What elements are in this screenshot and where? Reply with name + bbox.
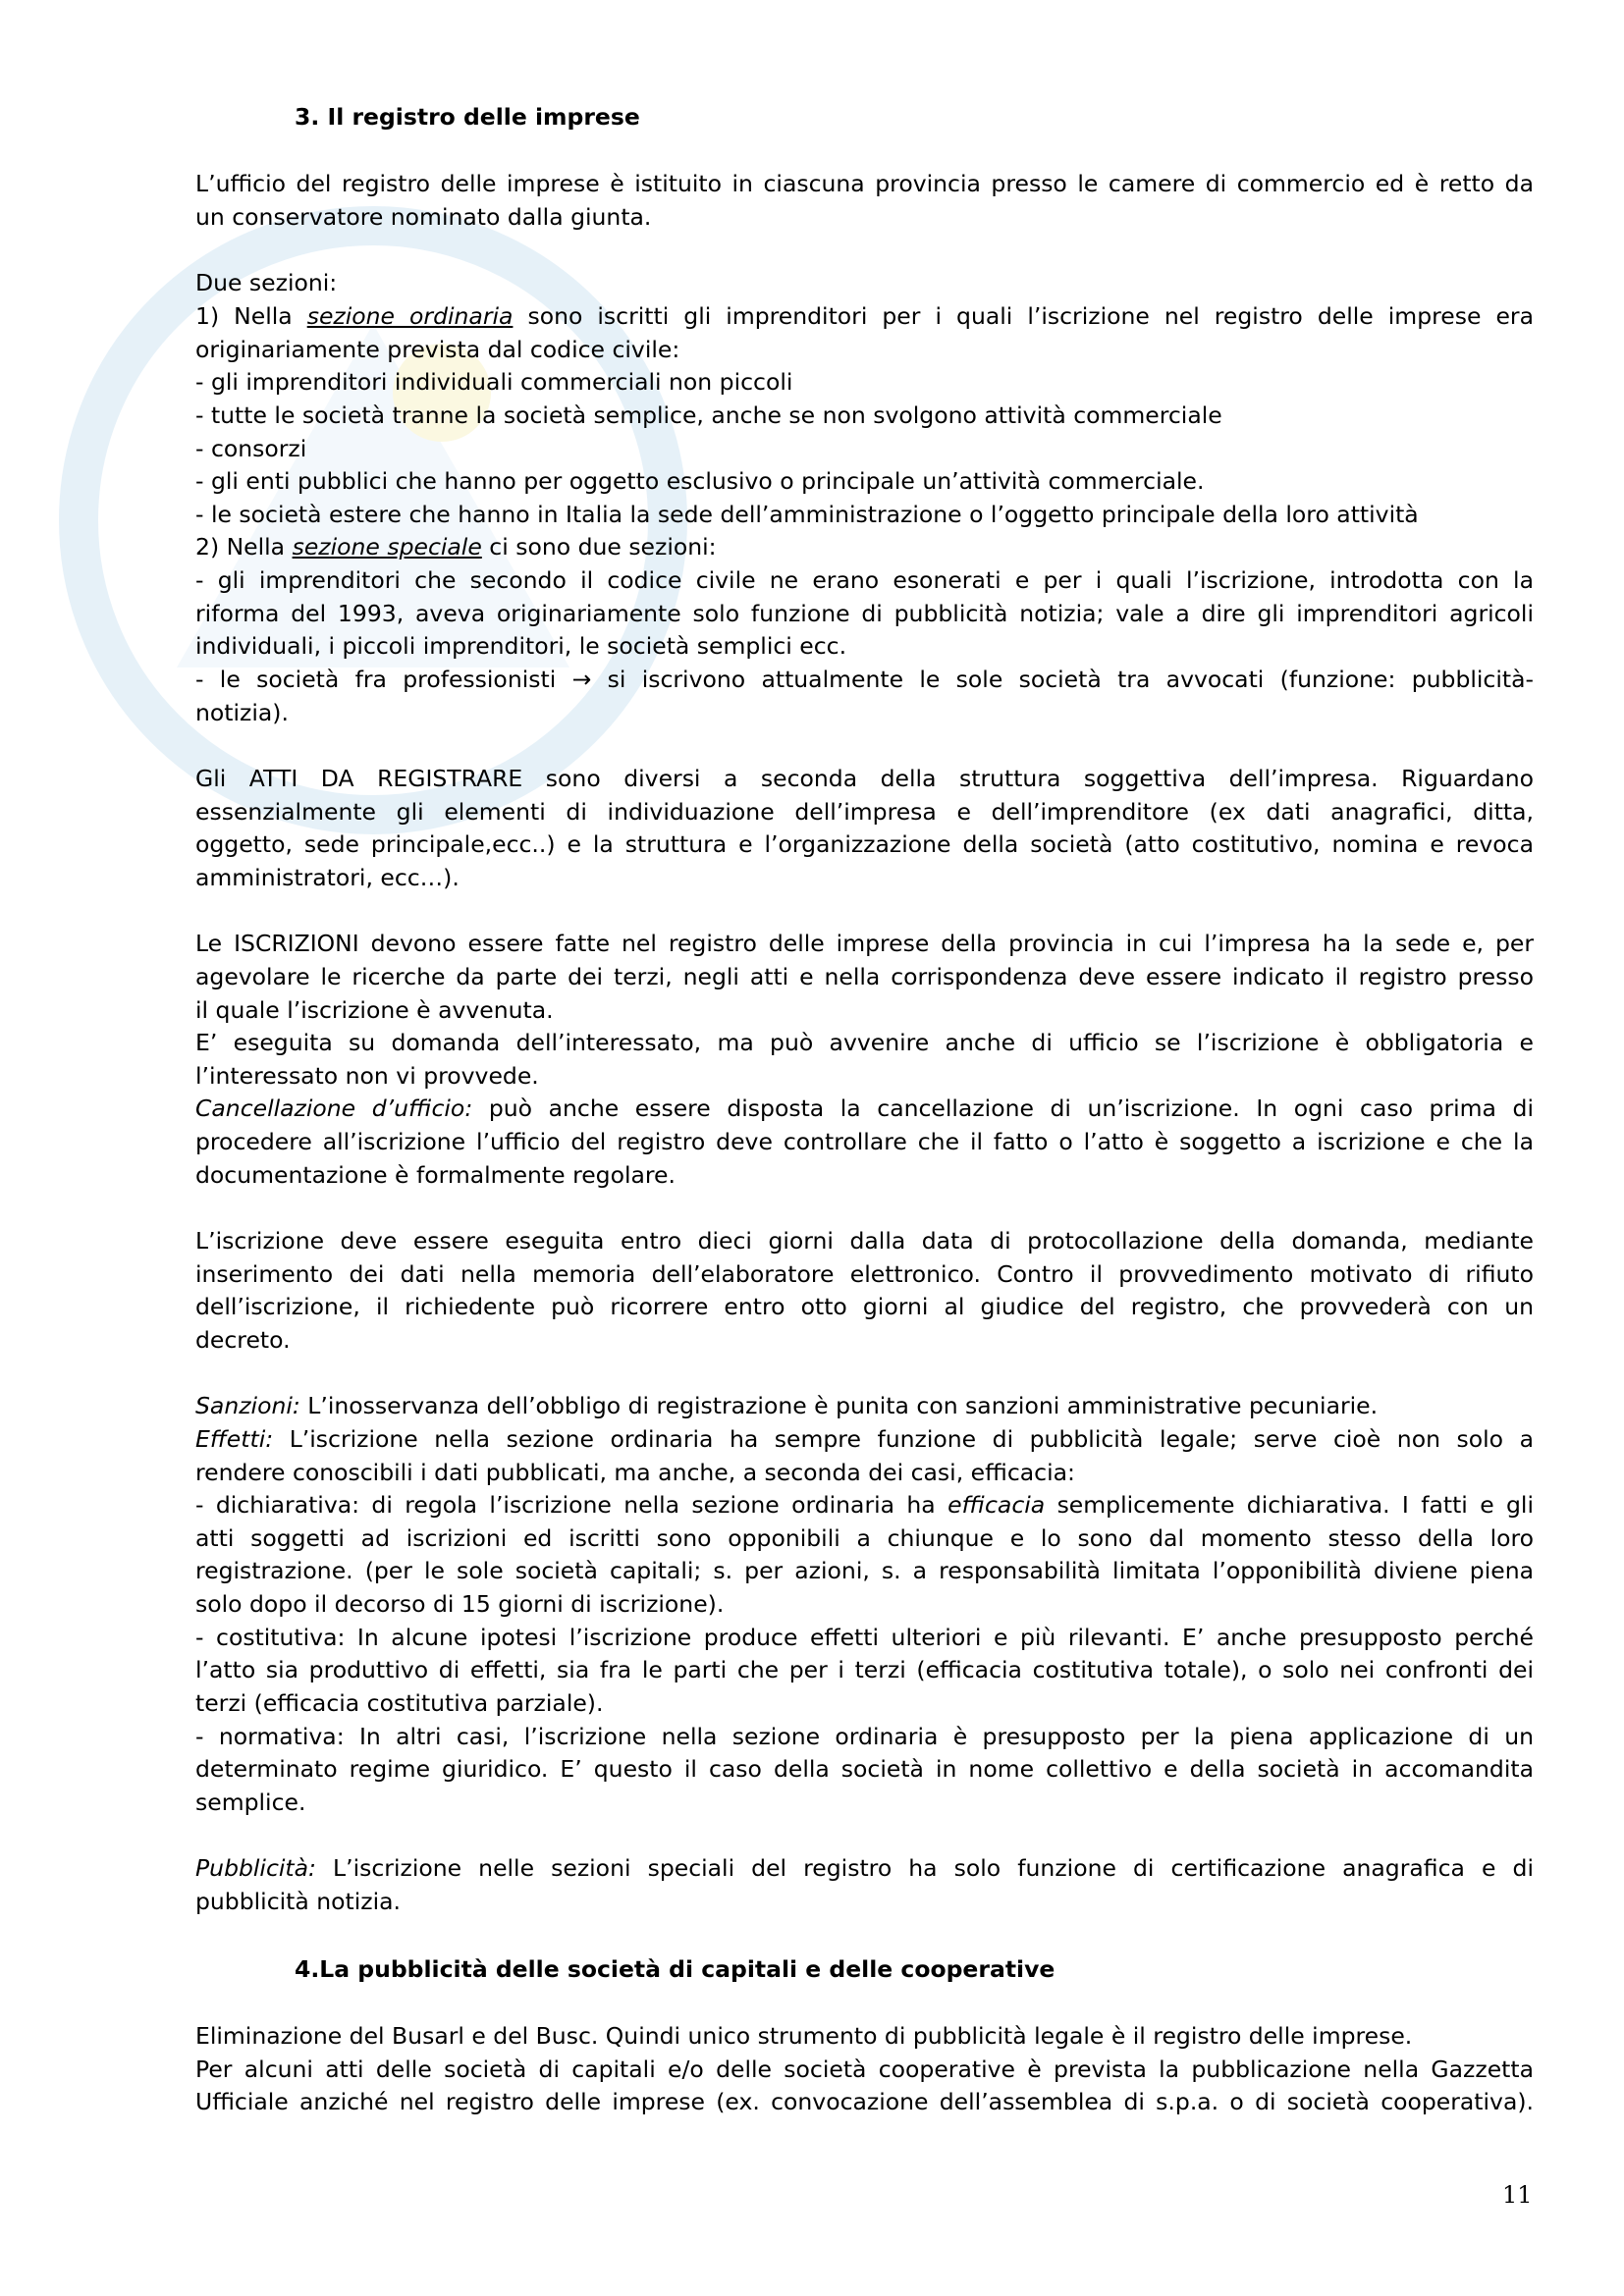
sanzioni-label: Sanzioni: xyxy=(195,1392,300,1419)
paragraph-line: agevolare le ricerche da parte dei terzi, negli atti e nella corrispondenza deve essere indicato il registro presso xyxy=(195,963,1534,990)
sezione-speciale-term: sezione speciale xyxy=(292,533,482,561)
paragraph-line: Eliminazione del Busarl e del Busc. Quindi unico strumento di pubblicità legale è il registro delle imprese. xyxy=(195,2022,1413,2050)
text-run: L’iscrizione nelle sezioni speciali del registro ha solo funzione di certificazione anagrafica e di xyxy=(333,1854,1534,1882)
page-number: 11 xyxy=(1502,2181,1533,2209)
paragraph-line: Le ISCRIZIONI devono essere fatte nel registro delle imprese della provincia in cui l’impresa ha la sede e, per xyxy=(195,930,1534,957)
cancellazione-label: Cancellazione d’ufficio: xyxy=(195,1095,473,1122)
paragraph-line: - normativa: In altri casi, l’iscrizione nella sezione ordinaria è presupposto per la piena applicazione di un xyxy=(195,1723,1534,1750)
paragraph-line: originariamente prevista dal codice civile: xyxy=(195,336,680,363)
pubblicita-label: Pubblicità: xyxy=(195,1854,316,1882)
list-item: - gli enti pubblici che hanno per oggetto esclusivo o principale un’attività commerciale. xyxy=(195,467,1205,495)
text-run: 2) Nella xyxy=(195,533,286,561)
arrow-icon: → xyxy=(571,666,592,693)
sezione-ordinaria-term: sezione ordinaria xyxy=(306,302,514,330)
paragraph-line: amministratori, ecc…). xyxy=(195,864,460,891)
paragraph-line: Ufficiale anziché nel registro delle imprese (ex. convocazione dell’assemblea di s.p.a. o di società cooperativa). xyxy=(195,2088,1534,2115)
sezioni-intro: Due sezioni: xyxy=(195,269,338,296)
paragraph-line: terzi (efficacia costitutiva parziale). xyxy=(195,1689,604,1717)
paragraph-line: atti soggetti ad iscrizioni ed iscritti sono opponibili a chiunque e lo sono dal momento stesso della loro xyxy=(195,1524,1534,1552)
cancellazione-line xyxy=(195,1093,1534,1126)
text-run: - dichiarativa: di regola l’iscrizione nella sezione ordinaria ha xyxy=(195,1491,936,1519)
paragraph-line: dell’iscrizione, il richiedente può ricorrere entro otto giorni al giudice del registro, che provvederà con un xyxy=(195,1293,1534,1320)
paragraph-line: documentazione è formalmente regolare. xyxy=(195,1161,676,1189)
paragraph-line: Gli ATTI DA REGISTRARE sono diversi a seconda della struttura soggettiva dell’impresa. Riguardano xyxy=(195,765,1534,792)
list-item: - gli imprenditori individuali commerciali non piccoli xyxy=(195,368,793,396)
paragraph-line: determinato regime giuridico. E’ questo il caso della società in nome collettivo e della società in accomandita xyxy=(195,1755,1534,1783)
section-3-title: 3. Il registro delle imprese xyxy=(295,103,640,131)
paragraph-line: registrazione. (per le sole società capitali; s. per azioni, s. a responsabilità limitata l’opponibilità diviene piena xyxy=(195,1557,1534,1584)
text-run: può anche essere disposta la cancellazione di un’iscrizione. In ogni caso prima di xyxy=(488,1095,1534,1122)
paragraph-line: il quale l’iscrizione è avvenuta. xyxy=(195,996,554,1024)
text-run: L’inosservanza dell’obbligo di registrazione è punita con sanzioni amministrative pecuniarie. xyxy=(307,1392,1379,1419)
text-run: L’iscrizione nella sezione ordinaria ha sempre funzione di pubblicità legale; serve cioè non solo a xyxy=(289,1425,1534,1453)
paragraph-line: L’ufficio del registro delle imprese è istituito in ciascuna provincia presso le camere di commercio ed è retto da xyxy=(195,170,1534,197)
section-4-title: 4.La pubblicità delle società di capitali e delle cooperative xyxy=(295,1955,1056,1983)
paragraph-line: l’atto sia produttivo di effetti, sia fra le parti che per i terzi (efficacia costitutiva totale), o solo nei confronti dei xyxy=(195,1656,1534,1683)
effetti-label: Effetti: xyxy=(195,1425,274,1453)
text-run: 1) Nella xyxy=(195,302,293,330)
list-item: - tutte le società tranne la società semplice, anche se non svolgono attività commerciale xyxy=(195,401,1222,429)
list-item: - consorzi xyxy=(195,435,307,462)
sanzioni-line xyxy=(195,1390,1534,1423)
paragraph-line: l’interessato non vi provvede. xyxy=(195,1062,539,1090)
paragraph-line: individuali, i piccoli imprenditori, le società semplici ecc. xyxy=(195,632,847,660)
paragraph-line: riforma del 1993, aveva originariamente solo funzione di pubblicità notizia; vale a dire gli imprenditori agricoli xyxy=(195,600,1534,627)
paragraph-line: Per alcuni atti delle società di capitali e/o delle società cooperative è prevista la pubblicazione nella Gazzetta xyxy=(195,2056,1534,2083)
paragraph-line: pubblicità notizia. xyxy=(195,1888,401,1915)
text-run: semplicemente dichiarativa. I fatti e gli xyxy=(1056,1491,1534,1519)
paragraph-line: notizia). xyxy=(195,699,289,726)
sezione-speciale-line xyxy=(195,531,1534,564)
paragraph-line: oggetto, sede principale,ecc..) e la struttura e l’organizzazione della società (atto costitutivo, nomina e revoca xyxy=(195,830,1534,858)
paragraph-line: E’ eseguita su domanda dell’interessato, ma può avvenire anche di ufficio se l’iscrizione è obbligatoria e xyxy=(195,1029,1534,1056)
paragraph-line: - gli imprenditori che secondo il codice civile ne erano esonerati e per i quali l’iscrizione, introdotta con la xyxy=(195,566,1534,594)
sezione-ordinaria-line xyxy=(195,300,1534,334)
paragraph-line: procedere all’iscrizione l’ufficio del registro deve controllare che il fatto o l’atto è soggetto a iscrizione e che la xyxy=(195,1128,1534,1155)
paragraph-line: un conservatore nominato dalla giunta. xyxy=(195,203,652,231)
paragraph-line: essenzialmente gli elementi di individuazione dell’impresa e dell’imprenditore (ex dati anagrafici, ditta, xyxy=(195,798,1534,826)
paragraph-line: decreto. xyxy=(195,1326,291,1354)
text-run: si iscrivono attualmente le sole società tra avvocati (funzione: pubblicità- xyxy=(607,666,1534,693)
paragraph-line: solo dopo il decorso di 15 giorni di iscrizione). xyxy=(195,1590,725,1618)
paragraph-line: semplice. xyxy=(195,1789,306,1816)
text-run: sono iscritti gli imprenditori per i quali l’iscrizione nel registro delle imprese era xyxy=(527,302,1534,330)
pubblicita-line xyxy=(195,1852,1534,1886)
paragraph-line: rendere conoscibili i dati pubblicati, ma anche, a seconda dei casi, efficacia: xyxy=(195,1459,1075,1486)
list-item: - le società estere che hanno in Italia la sede dell’amministrazione o l’oggetto principale della loro attività xyxy=(195,501,1419,528)
professionisti-line xyxy=(195,664,1534,697)
paragraph-line: L’iscrizione deve essere eseguita entro dieci giorni dalla data di protocollazione della domanda, mediante xyxy=(195,1227,1534,1255)
paragraph-line: inserimento dei dati nella memoria dell’elaboratore elettronico. Contro il provvedimento motivato di rifiuto xyxy=(195,1260,1534,1288)
effetti-line xyxy=(195,1423,1534,1457)
text-run: ci sono due sezioni: xyxy=(489,533,717,561)
paragraph-line: - costitutiva: In alcune ipotesi l’iscrizione produce effetti ulteriori e più rilevanti. E’ anche presupposto perché xyxy=(195,1624,1534,1651)
efficacia-term: efficacia xyxy=(947,1491,1046,1519)
dichiarativa-line xyxy=(195,1489,1534,1522)
text-run: - le società fra professionisti xyxy=(195,666,557,693)
